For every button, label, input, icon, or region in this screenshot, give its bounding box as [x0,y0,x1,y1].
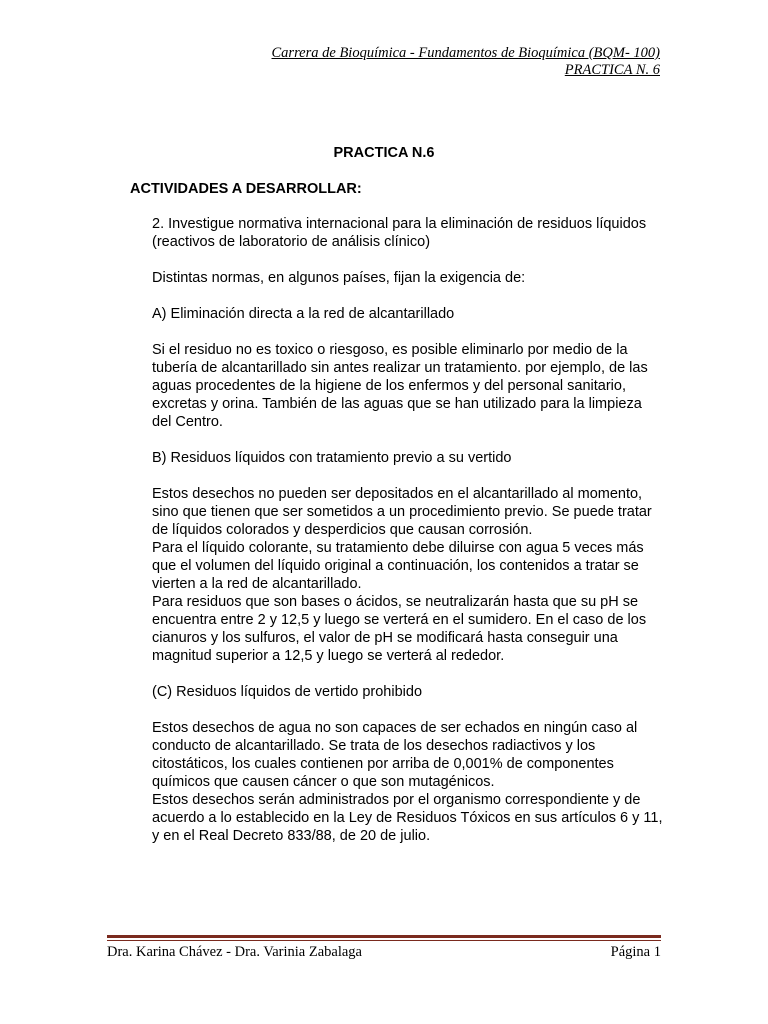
heading-option-b: B) Residuos líquidos con tratamiento previo a su vertido [152,450,512,466]
paragraph-option-b-2: Para el líquido colorante, su tratamiento debe diluirse con agua 5 veces más que el volumen del líquido original a continuación, los contenidos a tratar se vierten a la red de alcantarillado. [152,540,644,592]
footer-page-number: Página 1 [610,944,661,960]
header-course: Carrera de Bioquímica - Fundamentos de Bioquímica (BQM- 100) [271,45,660,61]
footer-authors: Dra. Karina Chávez - Dra. Varinia Zabalaga [107,944,362,960]
footer-rule-thin [107,940,661,941]
section-heading: ACTIVIDADES A DESARROLLAR: [130,181,362,197]
paragraph-option-b-3: Para residuos que son bases o ácidos, se neutralizarán hasta que su pH se encuentra entre 2 y 12,5 y luego se verterá en el sumidero. En el caso de los cianuros y los sulfuros, el valor de pH se modificará hasta conseguir una magnitud superior a 12,5 y luego se verterá al rededor. [152,594,647,664]
paragraph-option-b-1: Estos desechos no pueden ser depositados en el alcantarillado al momento, sino que tienen que ser sometidos a un procedimiento previo. Se puede tratar de líquidos colorados y desperdicios que causan corrosión. [152,486,652,538]
document-title: PRACTICA N.6 [333,145,435,161]
paragraph-question: 2. Investigue normativa internacional para la eliminación de residuos líquidos (reactivos de laboratorio de análisis clínico) [152,216,647,250]
page-footer [107,944,661,961]
document-body [152,215,664,845]
paragraph-option-a: Si el residuo no es toxico o riesgoso, es posible eliminarlo por medio de la tubería de alcantarillado sin antes realizar un tratamiento. por ejemplo, de las aguas procedentes de la higiene de los enfermos y del personal sanitario, excretas y orina. También de las aguas que se han utilizado para la limpieza del Centro. [152,342,648,430]
heading-option-c: (C) Residuos líquidos de vertido prohibido [152,684,423,700]
heading-option-a: A) Eliminación directa a la red de alcantarillado [152,306,455,322]
paragraph-option-c-2: Estos desechos serán administrados por el organismo correspondiente y de acuerdo a lo establecido en la Ley de Residuos Tóxicos en sus artículos 6 y 11, y en el Real Decreto 833/88, de 20 de julio. [152,792,663,844]
footer-rule-thick [107,935,661,938]
paragraph-option-c-1: Estos desechos de agua no son capaces de ser echados en ningún caso al conducto de alcantarillado. Se trata de los desechos radiactivos y los citostáticos, los cuales contienen por arriba de 0,001% de componentes químicos que causen cáncer o que son mutagénicos. [152,720,638,790]
header-practice: PRACTICA N. 6 [564,62,660,78]
page-header [272,45,660,79]
paragraph-intro: Distintas normas, en algunos países, fijan la exigencia de: [152,270,526,286]
